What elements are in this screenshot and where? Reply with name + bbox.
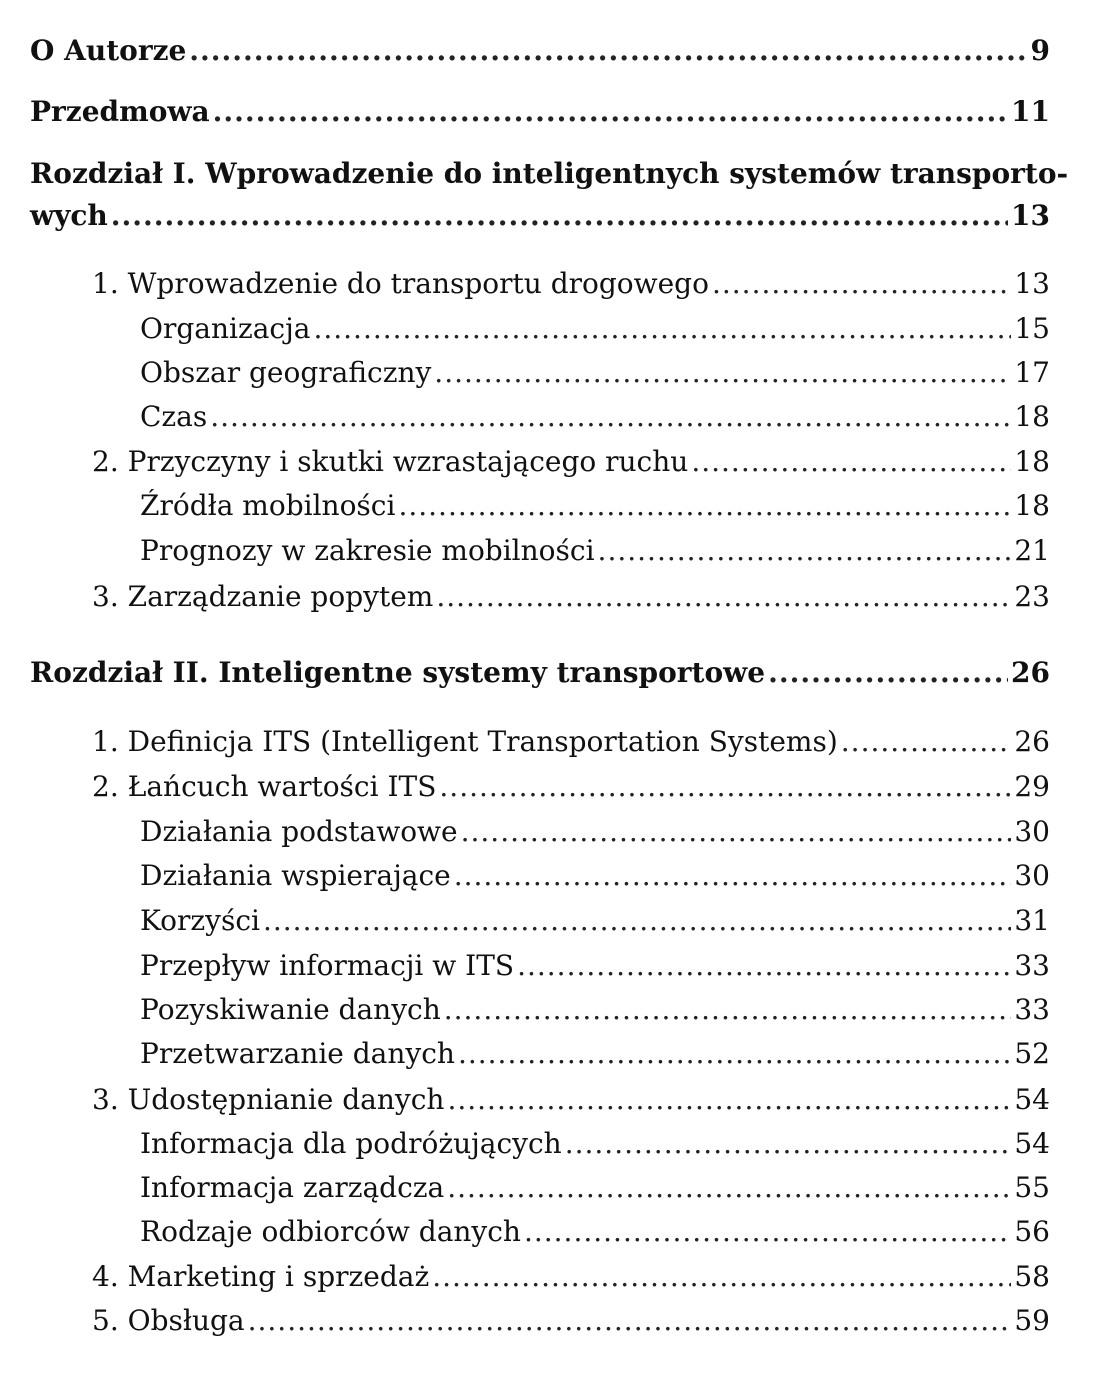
toc-entry-title: Informacja zarządcza xyxy=(140,1171,445,1204)
dot-leader xyxy=(517,949,1011,982)
toc-entry-rodzaje-odbiorcow-danych[interactable] xyxy=(140,1215,1050,1248)
toc-entry-udostepnianie-danych[interactable] xyxy=(92,1083,1050,1116)
dot-leader xyxy=(436,580,1011,613)
toc-entry-page: 56 xyxy=(1014,1215,1050,1248)
toc-entry-title: Korzyści xyxy=(140,904,260,937)
toc-entry-page: 31 xyxy=(1014,904,1050,937)
toc-entry-title: Przedmowa xyxy=(30,95,210,128)
dot-leader xyxy=(263,904,1011,937)
toc-entry-title: 1. Wprowadzenie do transportu drogowego xyxy=(92,267,709,300)
toc-entry-page: 17 xyxy=(1014,356,1050,389)
toc-entry-chapter-1[interactable] xyxy=(30,199,1050,232)
toc-entry-obszar-geograficzny[interactable] xyxy=(140,356,1050,389)
toc-entry-title: 1. Definicja ITS (Intelligent Transportation Systems) xyxy=(92,725,838,758)
dot-leader xyxy=(524,1215,1011,1248)
toc-entry-page: 52 xyxy=(1014,1037,1050,1070)
dot-leader xyxy=(248,1304,1012,1337)
toc-entry-page: 18 xyxy=(1014,489,1050,522)
toc-entry-title: Działania podstawowe xyxy=(140,815,458,848)
toc-entry-title: 3. Zarządzanie popytem xyxy=(92,580,434,613)
toc-entry-title: Źródła mobilności xyxy=(140,489,396,522)
toc-entry-title: 2. Łańcuch wartości ITS xyxy=(92,770,437,803)
toc-entry-page: 29 xyxy=(1014,770,1050,803)
dot-leader xyxy=(189,34,1027,67)
toc-entry-page: 26 xyxy=(1011,656,1050,689)
dot-leader xyxy=(447,1171,1011,1204)
toc-entry-title: O Autorze xyxy=(30,34,187,67)
toc-entry-page: 55 xyxy=(1014,1171,1050,1204)
dot-leader xyxy=(598,534,1012,567)
dot-leader xyxy=(768,656,1008,689)
dot-leader xyxy=(565,1127,1012,1160)
toc-entry-title: Pozyskiwanie danych xyxy=(140,993,441,1026)
toc-entry-title: Przepływ informacji w ITS xyxy=(140,949,515,982)
toc-entry-page: 54 xyxy=(1014,1127,1050,1160)
toc-entry-title: Czas xyxy=(140,400,208,433)
toc-entry-title: Informacja dla podróżujących xyxy=(140,1127,562,1160)
dot-leader xyxy=(432,1260,1011,1293)
chapter-1-title-line-1[interactable]: Rozdział I. Wprowadzenie do inteligentnych systemów transporto- xyxy=(30,157,1069,190)
toc-entry-page: 11 xyxy=(1011,95,1050,128)
toc-entry-page: 13 xyxy=(1011,199,1050,232)
toc-entry-title: 4. Marketing i sprzedaż xyxy=(92,1260,430,1293)
toc-entry-page: 26 xyxy=(1014,725,1050,758)
dot-leader xyxy=(434,356,1011,389)
toc-entry-title: Rodzaje odbiorców danych xyxy=(140,1215,521,1248)
toc-entry-title: Prognozy w zakresie mobilności xyxy=(140,534,595,567)
toc-entry-page: 59 xyxy=(1014,1304,1050,1337)
dot-leader xyxy=(210,400,1011,433)
toc-entry-obsluga[interactable] xyxy=(92,1304,1050,1337)
toc-entry-marketing-i-sprzedaz[interactable] xyxy=(92,1260,1050,1293)
dot-leader xyxy=(313,312,1011,345)
toc-entry-chapter-2[interactable] xyxy=(30,656,1050,689)
toc-entry-dzialania-wspierajace[interactable] xyxy=(140,859,1050,892)
toc-entry-page: 54 xyxy=(1014,1083,1050,1116)
toc-entry-lancuch-wartosci-its[interactable] xyxy=(92,770,1050,803)
chapter-1-title-line-2: wych xyxy=(30,199,108,232)
dot-leader xyxy=(712,267,1011,300)
toc-entry-page: 30 xyxy=(1014,859,1050,892)
dot-leader xyxy=(691,445,1011,478)
toc-entry-przeplyw-informacji[interactable] xyxy=(140,949,1050,982)
dot-leader xyxy=(461,815,1012,848)
dot-leader xyxy=(439,770,1011,803)
toc-entry-title: Działania wspierające xyxy=(140,859,451,892)
toc-entry-page: 33 xyxy=(1014,993,1050,1026)
toc-entry-page: 21 xyxy=(1014,534,1050,567)
toc-entry-przyczyny-i-skutki[interactable] xyxy=(92,445,1050,478)
toc-entry-zarzadzanie-popytem[interactable] xyxy=(92,580,1050,613)
toc-entry-zrodla-mobilnosci[interactable] xyxy=(140,489,1050,522)
toc-entry-pozyskiwanie-danych[interactable] xyxy=(140,993,1050,1026)
toc-entry-title: Przetwarzanie danych xyxy=(140,1037,455,1070)
toc-entry-korzysci[interactable] xyxy=(140,904,1050,937)
toc-entry-organizacja[interactable] xyxy=(140,312,1050,345)
toc-entry-page: 58 xyxy=(1014,1260,1050,1293)
dot-leader xyxy=(458,1037,1011,1070)
toc-entry-title: Organizacja xyxy=(140,312,311,345)
toc-entry-page: 30 xyxy=(1014,815,1050,848)
toc-entry-page: 15 xyxy=(1014,312,1050,345)
toc-entry-przedmowa[interactable] xyxy=(30,95,1050,128)
toc-entry-page: 18 xyxy=(1014,400,1050,433)
dot-leader xyxy=(454,859,1012,892)
toc-entry-page: 9 xyxy=(1030,34,1050,67)
toc-entry-o-autorze[interactable] xyxy=(30,34,1050,67)
toc-entry-prognozy-mobilnosci[interactable] xyxy=(140,534,1050,567)
dot-leader xyxy=(447,1083,1011,1116)
toc-entry-informacja-dla-podrozujacych[interactable] xyxy=(140,1127,1050,1160)
toc-entry-page: 23 xyxy=(1014,580,1050,613)
toc-entry-wprowadzenie-transport-drogowy[interactable] xyxy=(92,267,1050,300)
toc-entry-definicja-its[interactable] xyxy=(92,725,1050,758)
dot-leader xyxy=(444,993,1012,1026)
toc-entry-title: 2. Przyczyny i skutki wzrastającego ruchu xyxy=(92,445,689,478)
toc-entry-dzialania-podstawowe[interactable] xyxy=(140,815,1050,848)
dot-leader xyxy=(398,489,1011,522)
toc-entry-title: 5. Obsługa xyxy=(92,1304,245,1337)
dot-leader xyxy=(111,199,1008,232)
toc-entry-page: 18 xyxy=(1014,445,1050,478)
chapter-2-title: Rozdział II. Inteligentne systemy transportowe xyxy=(30,656,766,689)
toc-entry-informacja-zarzadcza[interactable] xyxy=(140,1171,1050,1204)
toc-entry-przetwarzanie-danych[interactable] xyxy=(140,1037,1050,1070)
toc-entry-page: 33 xyxy=(1014,949,1050,982)
toc-entry-title: 3. Udostępnianie danych xyxy=(92,1083,445,1116)
dot-leader xyxy=(213,95,1008,128)
toc-entry-czas[interactable] xyxy=(140,400,1050,433)
dot-leader xyxy=(841,725,1012,758)
toc-entry-title: Obszar geograficzny xyxy=(140,356,432,389)
toc-entry-page: 13 xyxy=(1014,267,1050,300)
